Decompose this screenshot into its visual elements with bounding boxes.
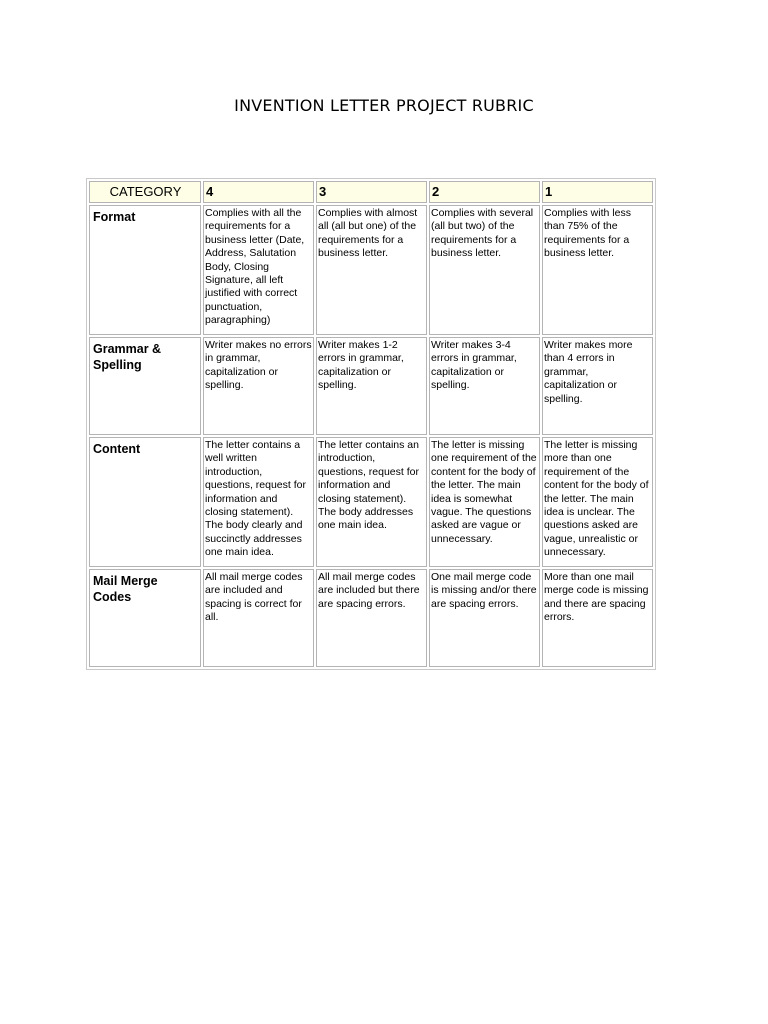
table-row-mail-merge-codes — [89, 569, 653, 667]
rubric-cell: Complies with all the requirements for a business letter (Date, Address, Salutation Body, Closing Signature, all left justified with correct punctuation, paragraphing) — [203, 205, 314, 335]
rubric-cell: One mail merge code is missing and/or there are spacing errors. — [429, 569, 540, 667]
header-score-2: 2 — [429, 181, 540, 203]
header-row — [89, 181, 653, 203]
rubric-cell: More than one mail merge code is missing and there are spacing errors. — [542, 569, 653, 667]
rubric-cell: Writer makes 3-4 errors in grammar, capitalization or spelling. — [429, 337, 540, 435]
category-cell: Grammar & Spelling — [89, 337, 201, 435]
rubric-cell: Writer makes 1-2 errors in grammar, capitalization or spelling. — [316, 337, 427, 435]
rubric-cell: Complies with several (all but two) of the requirements for a business letter. — [429, 205, 540, 335]
category-cell: Mail Merge Codes — [89, 569, 201, 667]
rubric-cell: All mail merge codes are included but there are spacing errors. — [316, 569, 427, 667]
rubric-cell: The letter contains a well written introduction, questions, request for information and closing statement). The body clearly and succinctly addresses one main idea. — [203, 437, 314, 567]
category-cell: Content — [89, 437, 201, 567]
header-category: CATEGORY — [89, 181, 201, 203]
header-score-4: 4 — [203, 181, 314, 203]
table-row-content — [89, 437, 653, 567]
rubric-cell: Complies with almost all (all but one) of the requirements for a business letter. — [316, 205, 427, 335]
rubric-cell: The letter is missing one requirement of the content for the body of the letter. The main idea is somewhat vague. The questions asked are vague or unnecessary. — [429, 437, 540, 567]
rubric-cell: The letter is missing more than one requirement of the content for the body of the letter. The main idea is unclear. The questions asked are vague, unrealistic or unnecessary. — [542, 437, 653, 567]
rubric-cell: Complies with less than 75% of the requirements for a business letter. — [542, 205, 653, 335]
rubric-cell: The letter contains an introduction, questions, request for information and closing statement). The body addresses one main idea. — [316, 437, 427, 567]
document-title: INVENTION LETTER PROJECT RUBRIC — [234, 96, 534, 115]
rubric-table — [86, 178, 656, 670]
table-row-grammar-spelling — [89, 337, 653, 435]
category-cell: Format — [89, 205, 201, 335]
rubric-cell: All mail merge codes are included and spacing is correct for all. — [203, 569, 314, 667]
table-row-format — [89, 205, 653, 335]
rubric-cell: Writer makes no errors in grammar, capitalization or spelling. — [203, 337, 314, 435]
header-score-1: 1 — [542, 181, 653, 203]
rubric-cell: Writer makes more than 4 errors in grammar, capitalization or spelling. — [542, 337, 653, 435]
header-score-3: 3 — [316, 181, 427, 203]
